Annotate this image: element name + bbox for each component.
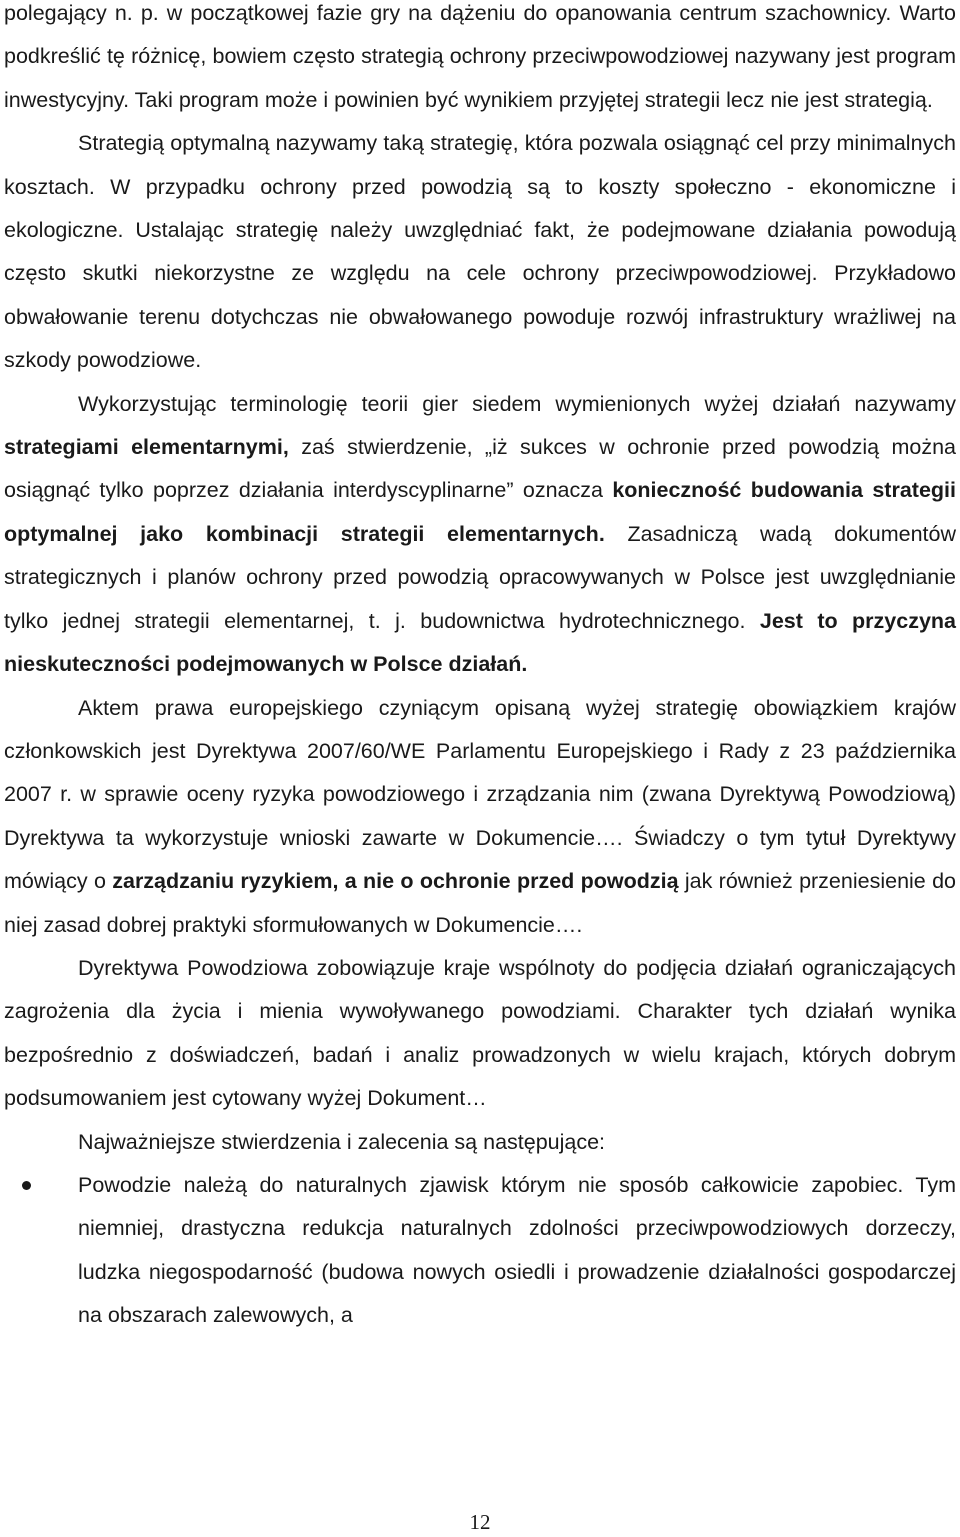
- list-item-text: Powodzie należą do naturalnych zjawisk którym nie sposób całkowicie zapobiec. Tym niemniej, drastyczna redukcja naturalnych zdolności przeciwpowodziowych dorzeczy, ludzka niegospodarność (budowa nowych osiedli i prowadzenie działalności gospodarczej na obszarach zalewowych, a: [78, 1172, 956, 1328]
- page-number: 12: [469, 1510, 491, 1534]
- paragraph-2-text: Strategią optymalną nazywamy taką strategię, która pozwala osiągnąć cel przy minimalnych kosztach. W przypadku ochrony przed powodzią są to koszty społeczno - ekonomiczne i ekologiczne. Ustalając strategię należy uwzględniać fakt, że podejmowane działania powodują często skutki niekorzystne ze względu na cele ochrony przeciwpowodziowej. Przykładowo obwałowanie terenu dotychczas nie obwałowanego powoduje rozwój infrastruktury wrażliwej na szkody powodziowe.: [4, 131, 956, 373]
- paragraph-4-text-2: jak również przeniesienie do niej zasad dobrej praktyki sformułowanych w Dokumencie….: [4, 869, 956, 937]
- bullet-icon: [22, 1181, 31, 1190]
- paragraph-1: [4, 0, 956, 122]
- paragraph-3-bold-3: Jest to przyczyna nieskuteczności podejmowanych w Polsce działań.: [4, 608, 956, 677]
- document-page: [4, 0, 956, 1338]
- paragraph-3: [4, 383, 956, 687]
- paragraph-6: [4, 1121, 956, 1164]
- paragraph-3-bold-1: strategiami elementarnymi,: [4, 435, 289, 460]
- paragraph-5: [4, 947, 956, 1121]
- paragraph-3-bold-2: konieczność budowania strategii optymalnej jako kombinacji strategii elementarnych.: [4, 478, 956, 546]
- paragraph-6-text: Najważniejsze stwierdzenia i zalecenia są następujące:: [78, 1129, 606, 1154]
- paragraph-3-text-1: Wykorzystując terminologię teorii gier siedem wymienionych wyżej działań nazywamy: [78, 391, 956, 416]
- bullet-list: [4, 1164, 956, 1338]
- paragraph-2: [4, 122, 956, 382]
- list-item: [4, 1164, 956, 1338]
- paragraph-3-text-3: Zasadniczą wadą dokumentów strategicznych i planów ochrony przed powodzią opracowywanych w Polsce jest uwzględnianie tylko jednej strategii elementarnej, t. j. budownictwa hydrotechnicznego.: [4, 521, 956, 633]
- paragraph-5-text: Dyrektywa Powodziowa zobowiązuje kraje wspólnoty do podjęcia działań ograniczających zagrożenia dla życia i mienia wywoływanego powodziami. Charakter tych działań wynika bezpośrednio z doświadczeń, badań i analiz prowadzonych w wielu krajach, których dobrym podsumowaniem jest cytowany wyżej Dokument…: [4, 955, 956, 1111]
- paragraph-4: [4, 687, 956, 947]
- paragraph-1-text: polegający n. p. w początkowej fazie gry na dążeniu do opanowania centrum szachownicy. Warto podkreślić tę różnicę, bowiem często strategią ochrony przeciwpowodziowej nazywany jest program inwestycyjny. Taki program może i powinien być wynikiem przyjętej strategii lecz nie jest strategią.: [4, 1, 956, 112]
- paragraph-4-text-1: Aktem prawa europejskiego czyniącym opisaną wyżej strategię obowiązkiem krajów członkowskich jest Dyrektywa 2007/60/WE Parlamentu Europejskiego i Rady z 23 października 2007 r. w sprawie oceny ryzyka powodziowego i zrządzania nim (zwana Dyrektywą Powodziową) Dyrektywa ta wykorzystuje wnioski zawarte w Dokumencie…. Świadczy o tym tytuł Dyrektywy mówiący o: [4, 695, 956, 894]
- paragraph-3-text-2: zaś stwierdzenie, „iż sukces w ochronie przed powodzią można osiągnąć tylko poprzez działania interdyscyplinarne” oznacza: [4, 435, 956, 503]
- paragraph-4-bold-1: zarządzaniu ryzykiem, a nie o ochronie przed powodzią: [112, 869, 679, 894]
